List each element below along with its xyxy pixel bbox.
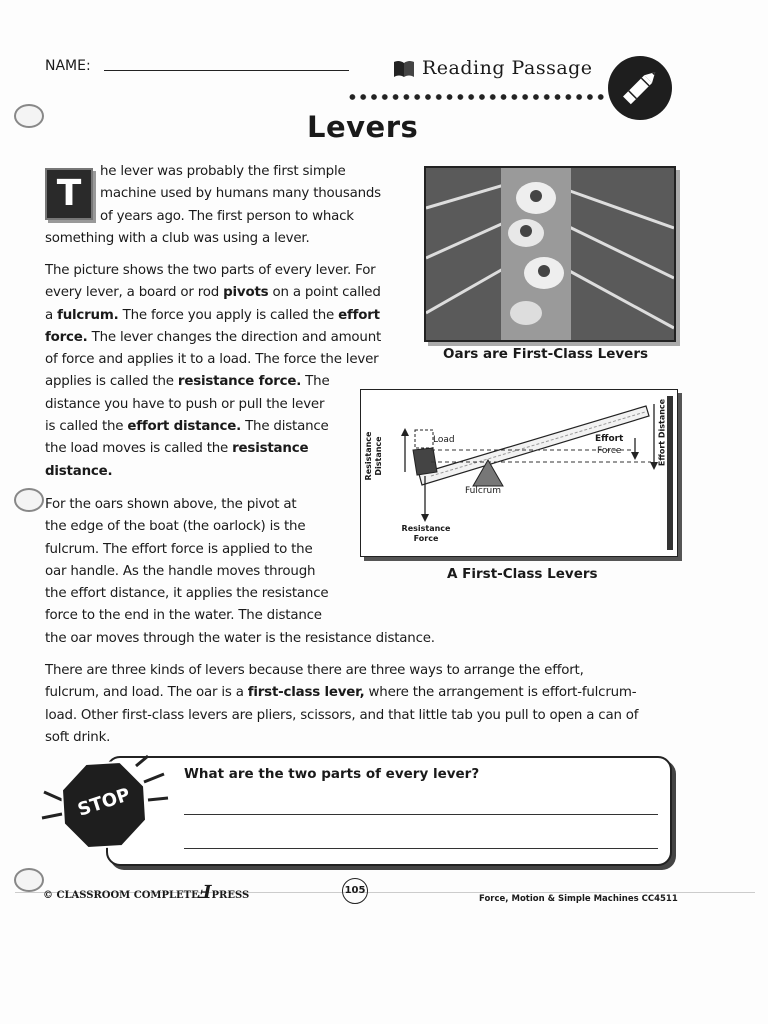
label-fulcrum: Fulcrum <box>465 486 502 496</box>
book-icon <box>393 60 415 78</box>
paragraph-line: the effort distance, it applies the resistance <box>45 586 329 602</box>
paragraph-line: every lever, a board or rod pivots on a point called <box>45 285 381 301</box>
paragraph-lever-kinds <box>45 660 685 749</box>
paragraph-line: There are three kinds of levers because there are three ways to arrange the effort, <box>45 663 584 678</box>
paragraph-line: distance you have to push or pull the lever <box>45 396 325 412</box>
label-effort: Effort <box>595 434 624 444</box>
dotted-rule <box>347 94 605 100</box>
pencil-icon <box>608 56 672 120</box>
binder-hole-bottom <box>14 868 44 892</box>
name-line[interactable] <box>104 70 349 71</box>
book-title: Force, Motion & Simple Machines CC4511 <box>479 894 678 904</box>
label-resistance-force: Resistance Force <box>401 524 451 543</box>
paragraph-line: fulcrum, and load. The oar is a first-class lever, where the arrangement is effort-fulcrum- <box>45 685 637 701</box>
paragraph-line: load. Other first-class levers are pliers, scissors, and that little tab you pull to open a can of <box>45 707 639 723</box>
photo-caption: Oars are First-Class Levers <box>443 346 649 362</box>
intro-line: machine used by humans many thousands <box>100 186 381 202</box>
label-resistance-distance: Resistance Distance <box>364 431 383 481</box>
paragraph-line: oar handle. As the handle moves through <box>45 563 316 579</box>
paragraph-line: applies is called the resistance force. The <box>45 374 330 390</box>
paragraph-line: of force and applies it to a load. The force the lever <box>45 352 379 368</box>
answer-line[interactable] <box>184 814 658 815</box>
paragraph-line: the load moves is called the resistance <box>45 441 309 457</box>
paragraph-line: For the oars shown above, the pivot at <box>45 497 297 512</box>
label-load: Load <box>433 435 455 445</box>
paragraph-line: the oar moves through the water is the resistance distance. <box>45 630 435 646</box>
page-title: Levers <box>307 110 419 144</box>
paragraph-line: distance. <box>45 463 113 479</box>
pencil-badge <box>608 56 672 120</box>
paragraph-line: is called the effort distance. The distance <box>45 419 329 435</box>
intro-last-line: something with a club was using a lever. <box>45 231 310 246</box>
paragraph-line: soft drink. <box>45 729 111 745</box>
paragraph-line: The picture shows the two parts of every lever. For <box>45 263 376 278</box>
page-number: 105 <box>342 878 368 904</box>
label-effort-distance: Effort Distance <box>657 398 667 467</box>
intro-line: of years ago. The first person to whack <box>100 208 354 224</box>
label-force: Force <box>597 446 622 456</box>
intro-line: he lever was probably the first simple <box>100 164 346 179</box>
paragraph-line: force to the end in the water. The distance <box>45 608 322 624</box>
binder-hole-middle <box>14 488 44 512</box>
publisher-logo: © CLASSROOM COMPLETEℲPRESS <box>43 882 250 903</box>
lever-diagram <box>360 389 678 557</box>
question-prompt: What are the two parts of every lever? <box>184 766 480 782</box>
answer-line[interactable] <box>184 848 658 849</box>
paragraph-line: a fulcrum. The force you apply is called the effort <box>45 307 380 323</box>
paragraph-line: the edge of the boat (the oarlock) is the <box>45 519 306 535</box>
section-label: Reading Passage <box>422 57 593 79</box>
drop-cap: T <box>45 168 93 220</box>
name-label: NAME: <box>45 58 91 74</box>
paragraph-line: force. The lever changes the direction and amount <box>45 329 382 345</box>
question-box <box>106 756 672 866</box>
stop-sign <box>40 752 170 862</box>
intro-first-lines <box>100 161 420 228</box>
oars-photo <box>424 166 676 342</box>
paragraph-line: fulcrum. The effort force is applied to the <box>45 541 313 557</box>
stop-label: STOP <box>75 784 133 821</box>
diagram-caption: A First-Class Levers <box>447 566 598 582</box>
binder-hole-top <box>14 104 44 128</box>
